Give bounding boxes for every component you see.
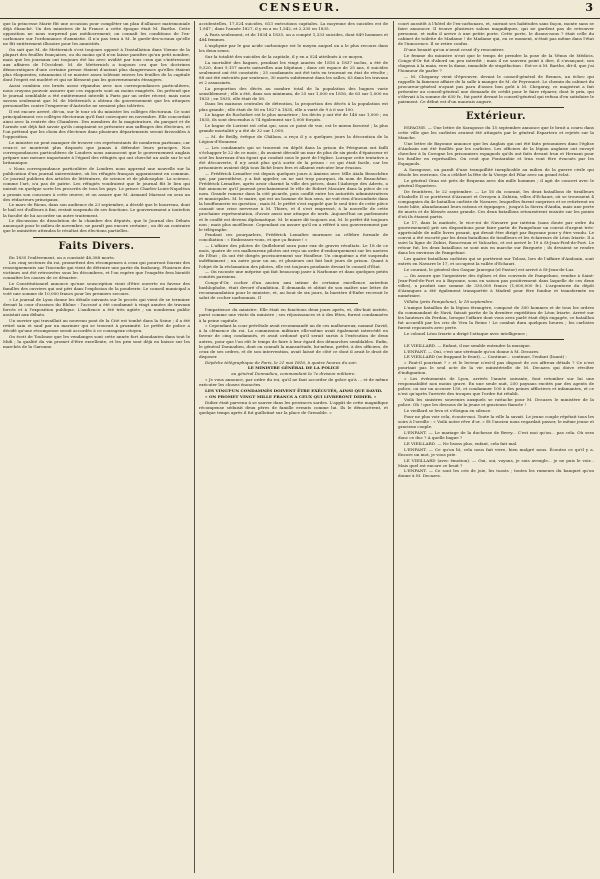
notice-paragraph: « Je vous annonce, par ordre du roi, qu'il ne faut accorder de grâce qu'à ... et de même exécuter les choses énoncées.: [199, 377, 388, 388]
article-paragraph: Aussi combien ces bruits assez répandus avec nos correspondances particulières, nous croyons pouvoir assurer que ces rapports sont au moins exagérés. On prétend que le journal semblable a été entièrement interdit à Paris par un ordre récent; mais nous savons seulement que M. de Metternich a obtenu du gouvernement que les attaques personnelles contre l'empereur d'Autriche ne seraient plus tolérées.: [3, 83, 190, 109]
notice-paragraph: LES VINGT-UN CONDAMNÉS DOIVENT ÊTRE EXÉCUTÉS, AINSI QUE DAVID.: [205, 387, 383, 393]
article-paragraph: — M. de Beilly, évêque de Châlons, a reçu il y a quelques jours la décoration de la Légion-d'Honneur.: [199, 134, 388, 145]
article-paragraph: La proportion des décès au nombre total de la population des bagnes varie sensiblement ; elle a été, dans son minimum, de 25 sur 1,000 en 1816, de 63 sur 1,000 en 1833 ; en 1835, elle était de 58.: [199, 85, 388, 101]
foreign-news-paragraph: — On assure que l'argenterie des églises et des couvents de Pampelune, vendue à Saint-Jean-Pied-de-Port ou à Bayonne, sous en saison pas positivement dans laquelle de ces deux villes), a produit une somme de 330,000 francs (1,600,000 fr.). L'argenterie du dépôt d'Aranguez a été également transportée à Madrid pour être fondue et transformée en numéraire.: [398, 272, 594, 299]
foreign-news-paragraph: Le colonel Léon Iriarte a dirigé l'attaque avec intelligence ;: [404, 330, 528, 336]
notice-paragraph: « ON PROMET VINGT MILLE FRANCS A CEUX QUI LIVRERONT DIDIER. »: [205, 393, 377, 399]
article-paragraph: — L'affaire des pilotes de Quillebœuf aura pour eux de graves résultats. Le 18 de ce mois, quatre de ces malheureux pilotes ont reçu un ordre d'embarquement sur les navires de l'État ; ils ont été dirigés provisoirement sur Honfleur. Un cinquième a été suspendu indéfiniment ; un autre pour un an, et plusieurs ont fait huit jours de prison. Quant à l'objet de la réclamation des pilotes, elle est toujours pendante devant le conseil d'État.: [199, 243, 388, 269]
column-middle: [199, 21, 388, 873]
article-paragraph: « Nous correspondance particulière de Londres nous apprend une nouvelle sur la publication d'un journal universitaire, où les réfugiés français apparaissent en commun. Ce journal publiera des articles de littérature, de science et de philosophie. La science, comme l'art, n'a pas de patrie. Les réfugiés voudraient que le journal fût le lien qui unirait en quelque sorte les proscrits de tous les pays. Le prince Charles-Louis-Napoléon a promis son concours à cette œuvre, et on assure que M. Armand Marrast en sera un des rédacteurs principaux.: [3, 166, 190, 202]
faits-paragraph: On écrit de Toulouse que les vendanges sont cette année fort abondantes dans tout le Midi ; la qualité du vin promet d'être excellente, et les prix sont déjà en baisse sur les marchés de la Garonne.: [3, 334, 190, 350]
foreign-news-paragraph: Les quatre bataillons carlistes qui se portèrent sur Toloza, lors de l'affaire d'Andoain, sont entrés en Navarre le 17, et occupent la vallée d'Echauri.: [398, 256, 594, 267]
foreign-news-paragraph: ESPAGNE. — Une lettre de Saragosse du 15 septembre annonce que le bruit a couru dans cette ville que les carlistes avaient été attaqués par le général Espartero et rejetés sur la Manche.: [398, 125, 594, 141]
article-paragraph: Il est encore arrivé, dit-on, sur le tour où du ministre les collèges électoraux. Ce sont principalement ces collèges électoraux qu'il faut convoquer en novembre. Elle concordait ainsi avec la rentrée des Chambres. Des membres de la magistrature, du parquet et de l'armée ont déjà fait savoir qu'ils comptaient se présenter aux suffrages des électeurs, et l'on prétend que les choix des électeurs dans plusieurs départements seront favorables à l'opposition.: [3, 109, 190, 140]
section-divider: [229, 303, 358, 304]
dispatch-dateline: Dépêche télégraphique de Paris, le 21 mai 1816, à quatre heures du soir.: [205, 359, 358, 365]
section-divider: [33, 237, 160, 238]
dialogue-line: « Les événements de Lyon, arrivés l'année suivante, font retomber sur lui une responsabilité non moins grave. En une seule nuit, 250 paysans excités par des agents de police, ou sur un accuser 150, et condamner 100 à des peines afflictives et infamantes, et ce n'est qu'après l'arrivée des troupes que l'ordre fut rétabli.: [398, 376, 594, 397]
dialogue-line: L'ENFANT. — Le mariage de la duchesse de Berry... C'est moi qu'on... pas cela. Où sera donc ce duc ? A quelle bague ?: [398, 429, 594, 440]
notice-paragraph: Didier était parvenu à se sauver dans les provinces sardes. L'appât de cette magnifique récompense séduisit deux pères de famille errants comme lui. Ils le dénoncèrent, et quelque temps après il fut guillotiné sur la place de Grenoble. »: [199, 399, 388, 415]
article-paragraph: Congo-d'Or, cocher d'un ancien ami intime de certaine excellence autrefois bashlophobe, était devoré d'ambition. Il demanda et obtint de son maître une lettre de recommandation pour le ministre, et, au bout de six jours, la barrière d'Enfer recevait le salut de cocher narbonnais. Il: [199, 280, 388, 301]
dialogue-line: Voilà les sinistres souvenirs auxquels se rattache pour M. Decazes le ministère de la police. Oh ! que les dessous de la jeune et gracieuse fiancée !: [398, 397, 594, 408]
column-rule-left: [194, 21, 195, 873]
article-paragraph: l'impatience du ministre. Elle était en fonctions deux jours après, et, dès-huit invitée, parut comme une visite du ministre ; ses réjouissances et à des fêtes, furent condamnées à la peine capitale.: [199, 307, 388, 323]
dialogue-line: L'ENFANT. — Oui, c'est une sérénade qu'on donne à M. Decazes.: [404, 348, 540, 354]
dialogue-line: Le vieillard se leva et s'éloigna en silence.: [404, 408, 492, 414]
article-paragraph: D'une beauté qu'on n'avait cessé d'y rencontrer.: [404, 47, 505, 53]
article-paragraph: court aussitôt à l'hôtel de l'ex-carbonaro, et, suivant ses habitudes sans façon, monte sans se faire annoncer. Il trouve plusieurs salons magnifiques, qui ne gardent pas de retrouver personne, et enfin il arrive à une petite porte. Cette porte, le disons-nous ? était celle du cabinet de toilette de Madame ! de Madame qui, en ce moment, n'était pas même dans l'état de l'innocence. Il se retire confus.: [398, 21, 594, 47]
column-rule-right: [393, 21, 394, 873]
dialogue-line: LE VIEILLARD. — Enfant, il me semble entendre la musique.: [404, 342, 531, 348]
article-paragraph: Sur la totalité des suicides de la capitale, il y en a 524 attribués à ce moyen.: [205, 53, 364, 59]
page-number: 3: [585, 1, 593, 14]
foreign-news-paragraph: L'unique bataillon de la légion étrangère, composé de 300 hommes et de tous les ordres du commandant de Navá, faisait partie de la dernière expédition de Léon Iriarte. Arrivé sur les hauteurs du Perdon, lorsque l'affaire dont vous avez parlé était déjà engagée, ce bataillon fut accueilli par les cris de Viva la Reine ! Le combat dura quelques heures ; les carlistes furent repoussés avec perte.: [398, 304, 594, 330]
foreign-news-paragraph: De frontières, le 22 septembre. — Le 16 du courant, les deux bataillons de tirailleurs d'Isabelle II se portèrent d'Arzanet et Orroyen à Zubiria, villes d'Echauri, où se trouvaient 4 compagnies du 4e bataillon carliste de Navarre, lesquelles furent surprises et se retirèrent en toute hâte, abandonnant leurs rations et équipages ; jusqu'à la Sierra d'Andia, mais une perte de morts et de blessés assez grande. Ces deux bataillons retournèrent ensuite sur les points d'où ils étaient partis.: [398, 188, 594, 220]
article-paragraph: A Paris seulement, et de 1834 à 1835, on a compté 1,333 suicides, dont 849 hommes et 484 femmes.: [199, 31, 388, 42]
article-paragraph: — Frédérick Lemaître est depuis quelques jours à Amiens avec Mlle Atala Beauchêne qui, par parenthèse, y a fait appeler, on ne sait trop pourquoi, du nom de Beauchêne. Frédérick Lemaître, après avoir charmé la ville des pièces, dans l'Auberge des Adrets, a fait annoncer qu'il jouerait prochainement le rôle de Robert Macaire dans la pièce de ce nom. Grande rumeur dans la cité picarde, puis conflit entre les autorités administratives et municipales. M. le maire, qui est un homme de bon sens, ne voit rien d'inconduite dans la bouffonnerie en question ; mais M. le préfet s'est rappelé que le seul titre de cette pièce causait une crise nerveuse à M. Thiers, et il s'est empressé, à la nouvelle de cette prochaine représentation, d'avoir aussi une attaque de nerfs. Aujourd'hui on parlemente et le conflit est devenu diplomatique. M. le maire dit toujours oui, M. le préfet dit toujours non ; mais plus moëlleuse. Cependant on assure qu'il en a référé à son gouvernement par le télégraphe.: [199, 171, 388, 232]
faits-paragraph: Le Constitutionnel annonce qu'une souscription vient d'être ouverte en faveur des familles des ouvriers qui ont péri dans l'explosion de la poudrerie. Le conseil municipal a voté une somme de 10,000 francs pour les premiers secours.: [3, 281, 190, 297]
dialogue-line: LE VIEILLARD. — Ne lisons plus, enfant, cela fait mal.: [404, 440, 518, 446]
notice-subtitle: au général Donnadieu, commandant la 7e division militaire.: [231, 371, 356, 377]
article-paragraph: L'asphyxie par le gaz acide carbonique est le moyen auquel on a le plus recours dans les deux sexes.: [199, 42, 388, 53]
masthead-title: CENSEUR.: [258, 1, 342, 14]
dialogue-line: LE VIEILLARD (se frappant le front). — Continue... continue, l'enfant (lisant) :: [404, 354, 567, 360]
foreign-news-paragraph: Le courant, le général don Gaspar Jauregui (el Pastor) est arrivé à St-Jean-de-Luz.: [404, 266, 575, 272]
article-paragraph: Le femme du ministre n'eut que le temps de prendre la pose de la Vénus de Médicis. Congo-d'Or fut d'abord un peu interdit ; mais il ne sauvera point à dire, il s'avançant, son chapeau à la main, vers la dame, immobile de stupéfaction : Est-ce à M. Barthe, dit-il, que j'ai l'honneur de parler ?: [398, 52, 594, 74]
article-paragraph: La mortalité des bagnes, pendant les vingt années de 1816 à 1837 inclus, a été de 9,320, dont 9,157 morts naturelles aux hôpitaux ; dans cet espace de 25 ans, 6 suicides seulement ont été constatés ; 25 condamnés ont été tués en trouvant en état de révolte ; 88 ont été exécutés par sentence, 30 morts subitement dans les salles, 63 dans les travaux et 2 assassinés.: [199, 59, 388, 85]
article-paragraph: que la princesse Marie fût une occasion pour compléter un plan d'alliance matrimoniale déjà ébauché. Un des ministres de la France a cette époque était M. Barthe. Cette opposition ne nous surprend pas médiocrement; on connaît les conditions de l'ex-carbonaro sur l'ordonnance d'amnistie. Il n'a pas tenu à M. le garde-des-sceaux qu'elle ne fût entièrement illusoire pour les amnistiés.: [3, 21, 190, 47]
dialogue-line: Pour ne plus voir cela, écoute-moi. Toute la ville la savait. Le jeune couple répétait tous les soirs à l'oreille : « Voilà notre rêve d'or. » Et l'ancien nous regardait passer, le même jeune et gracieux couple.: [398, 413, 594, 430]
section-divider: [428, 107, 564, 108]
faits-paragraph: Les cinq secteurs du roi, promettent des récompenses à ceux qui pourront fournir des renseignements sur l'incendie qui vient de détruire une partie du faubourg. Plusieurs des victimes ont été retrouvées sous les décombres, et l'on espère que l'enquête fera bientôt connaître les causes de ce désastre.: [3, 260, 190, 281]
article-paragraph: Dans les maisons centrales de détention, la proportion des décès à la population est plus grande ; elle était de 56 en 1827 à 1835, elle a varié de 9 à 6 sur 100.: [199, 101, 388, 112]
foreign-news-paragraph: Le 17, dans la matinée, le vice-roi de Navarre par intérim (sans doute par ordre du gouvernement) prit ses dispositions pour faire partir de Pampelune un convoi d'argent très-appréciable de mille livres pesant, qui devait être dirigé par Bayonne pour y être vendu. Le convoi a été escorté par les deux bataillons de tirailleurs et les éclaireurs de Léon Iriarte. Il a suivi la ligne de Zubiri, Roncevaux et Valcarlos, et est arrivé le 19 à St-Jean-Pied-de-Port. Le retour fut, les deux bataillons se sont mis en marche sur Burguete ; ils devaient se rendre dans les environs de Pampelune.: [398, 219, 594, 256]
column-right: [398, 21, 594, 873]
article-paragraph: Pendant ces pourparlers, Frédérick Lemaître murmure sa célèbre formule de conciliation : « Embrassez-vous, et que ça finisse ! »: [199, 232, 388, 243]
article-paragraph: « Cependant la cour prévôtale avait recommandé un de ces malheureux, nommé David, à la clémence du roi. La commission militaire elle-même avait également intercédé en faveur de cinq condamnés, et avait ordonné qu'il serait sursis à l'exécution de deux autres, pour que l'on eût le temps de faire à leur égard des démarches semblables. Enfin, le général Donnadieu, dont on connaît la mansuétude, lui-même, préfet, à des officiers, de ceux de ses ordres, et de son intervention, avait laissé de côté ce dont il avait le droit de disposer.: [199, 323, 388, 359]
column-left: [3, 21, 190, 873]
foreign-news-dateline: Villaba (près Pampelune), le 18 septembre.: [404, 298, 494, 304]
article-paragraph: — On raconte une méprise qui fait beaucoup jaser à Narbonne et dans quelques petits comités parisiens.: [199, 269, 388, 280]
faits-paragraph: « Le journal de Lyon donne les détails suivants sur le procès qui vient de se terminer devant la cour d'assises du Rhône : l'accusé a été condamné à vingt années de travaux forcés et à l'exposition publique. L'audience a été très agitée ; un nombreux public assistait aux débats.: [3, 297, 190, 318]
article-paragraph: Le bagne de Lorient est celui qui, sous ce point de vue, est le mieux favorisé ; la plus grande mortalité y a été de 32 sur 1,000.: [199, 123, 388, 134]
dialogue-line: L'ENFANT. — Ce qu'on lit, cela nous fait vivre, bien malgré nous. Écoutez ce qu'il y a. Encore un mot, je vous prie.: [398, 446, 594, 457]
article-paragraph: On sait que M. de Metternich s'est toujours opposé à l'installation dans Vienne de la plupart des feuilles françaises, ou du moins qu'il n'en laisse paraître qu'un petit nombre, mais que les journaux ont toujours été lus avec avidité par tous ceux qui s'intéressent aux affaires de l'Occident. M. de Metternich a toujours cru que les doctrines démocratiques d'une certaine presse étaient d'autant plus dangereuses qu'elles étaient plus éloquentes; néanmoins il se montre assez tolérant envers les feuilles de la capitale dont l'esprit est modéré et qui ne blessent pas les gouvernements étrangers.: [3, 47, 190, 83]
section-title-exterieur: Extérieur.: [465, 111, 527, 123]
dialogue-line: « Faut-il pourtant ? » et le lecteur n'est-il pas disposé de ces affreux détails ? Ce n'est pourtant pas le seul acte de la vie ministérielle de M. Decazes qui doive révolter d'indignation.: [398, 360, 594, 376]
foreign-news-paragraph: A Saragosse, on paraît d'une tranquillité inexplicable au milieu de la guerre civile qui désole les environs. On a célébré la fête de la Vierge del Pilar avec un grand éclat.: [398, 167, 594, 178]
article-paragraph: — Les condamnés qui se trouvent en dépôt dans la prison de Périgueux ont failli s'échapper le 22 de ce mois ; ils avaient déroulé un mur de plus de six pieds d'épaisseur et scié les barreaux d'un égout qui conduit sous le pavé de l'église. Lorsque cette tentative a été découverte, il n'y avait plus qu'à sortir de la prison : ce qui était facile, car les prisonniers avaient déjà tous lâché leurs fers et allaient exécuter leur évasion.: [199, 145, 388, 171]
article-paragraph: Le ministre ne peut manquer de trouver ces représentants de nombreux partisans, car ceux-ci se montrent plus disposés que jamais à défendre leurs principes. Nos correspondances particulières de Londres nous annoncent que le gouvernement anglais prépare une mesure importante à l'égard des réfugiés qui ont cherché un asile sur le sol britannique.: [3, 140, 190, 166]
article-paragraph: Le bagne de Rochefort est le plus meurtrier ; les décès y ont été de 148 sur 1,000 ; en 1835, ils sont descendus à 74 également sur 1,000 forçats.: [199, 112, 388, 123]
article-paragraph: Le marc de Rioun, dans son audience du 23 septembre, a décidé que le bourreau, dont le bail est d'ailleurs à fini, restait suspendu de ses fonctions. Le gouvernement a toutefois la faculté de lui accorder un autre traitement.: [3, 202, 190, 218]
article-paragraph: accidentelles, 17,524 suicides, 613 exécutions capitales. La moyenne des suicides est de 1,947 ; dans l'année 1827, il y en a eu 1,542, et 2,335 en 1835.: [199, 21, 388, 32]
foreign-news-paragraph: Le général Oraa est près de Requena avec dix mille hommes ; il agit de concert avec le général Espartero.: [398, 178, 594, 189]
article-paragraph: Le discussion de dissolution de la chambre des députés, que le Journal des Débats annonçait pour le milieu de novembre, ne paraît pas encore certaine ; on dit au contraire que le ministère attendra le résultat des élections partielles.: [3, 218, 190, 234]
article-paragraph: — M. Chegaray vient d'éprouver, devant le conseil-général de Rennes, un échec qui rappelle la fameuse affaire de la salle à manger de M. de Peyronnet. Le chemin du cabinet du procureur-général n'ayant pas paru d'assez bon goût à M. Chegaray, ce magistrat a fait présenter au conseil-général une demande de crédit pour le faire réparer, dont le prix, qui s'élevait à la somme de 630 fr., fut porté devant le conseil-général qui refusa d'en satisfaire le paiement. Ce début est d'un mauvais augure.: [398, 73, 594, 105]
page-header: [0, 0, 600, 19]
notice-title: LE MINISTRE GÉNÉRAL DE LA POLICE: [247, 365, 340, 371]
faits-paragraph: Un ouvrier qui travaillait au nouveau pont de la Cité est tombé dans la Seine ; il a été retiré sain et sauf par un marinier qui se trouvait à proximité. Le préfet de police a décidé qu'une récompense serait accordée à ce courageux citoyen.: [3, 318, 190, 334]
foreign-news-paragraph: Une lettre de Bayonne annonce que les Anglais qui ont été faits prisonniers dans l'église d'Andoain ont été fusillés par les carlistes. Les officiers de la légion anglaise ont envoyé chercher à la Corogne les prisonniers espagnols qu'ils ont faits devant Irun et Hernani pour les fusiller en représailles. On croit que Fontarabie et Irun vont être évacués par les Espagnols.: [398, 141, 594, 167]
dialogue-line: LE VIEILLARD (avec émotion). — Oui, oui, voyons, je suis aveugle... je ne puis le voir... Mais quel est encore ce bruit ?: [398, 457, 594, 468]
dialogue-line: L'ENFANT. — Ce sont les cris de joie, les toasts ; toutes les rumeurs du banquet qu'on donne à M. Decazes.: [398, 468, 594, 479]
faits-paragraph: En 1835 l'enlèvement, on a constaté 46,388 morts.: [9, 254, 115, 260]
section-divider: [428, 339, 564, 340]
section-title-faits-divers: Faits Divers.: [58, 240, 135, 252]
